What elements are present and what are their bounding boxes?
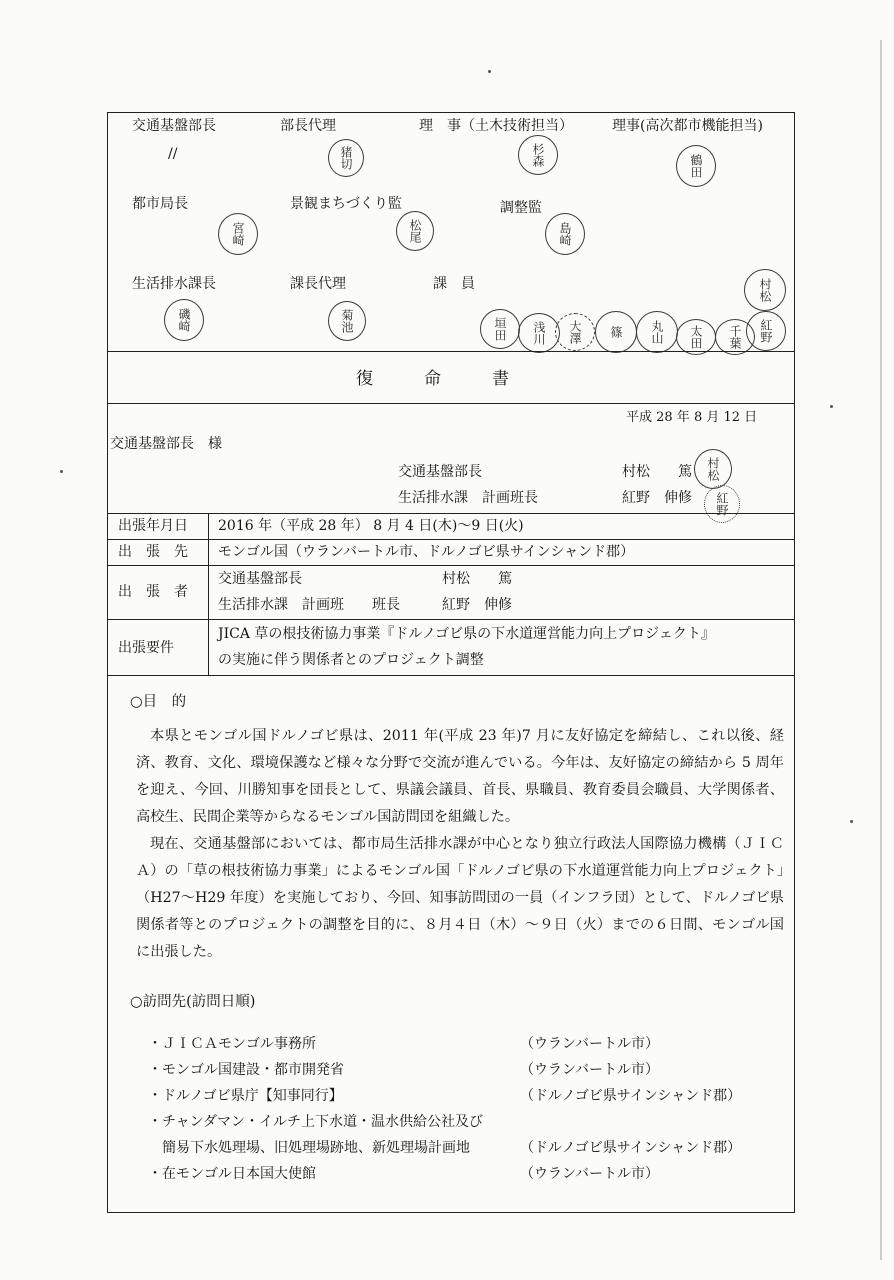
seal-13: 丸山 [636,311,678,353]
seal-16: 村松 [744,269,786,311]
seal-17: 紅野 [746,311,786,351]
seal-8: 菊池 [328,301,366,341]
seal-11: 大澤 [555,313,595,351]
purpose-paragraph-1: 本県とモンゴル国ドルノゴビ県は、2011 年(平成 23 年)7 月に友好協定を締結し、これ以後、経済、教育、文化、環境保護など様々な分野で交流が進んでいる。今年は、友好協定の締結から 5 周年を迎え、今回、川勝知事を団長として、県議会議員、首長、県職員、教育委員会職員、大学関係者、高校生、民間企業等からなるモンゴル国訪問団を組織した。 [136,728,784,825]
seal-9: 垣田 [480,309,520,349]
visits-heading: ○訪問先(訪問日順) [130,994,256,1010]
addressee: 交通基盤部長 様 [110,436,222,452]
divider [108,675,794,676]
seal-14: 太田 [676,319,716,355]
divider [108,351,794,352]
seal-7: 磯崎 [164,299,204,341]
divider [108,403,794,404]
seal-4: 宮崎 [218,213,258,255]
approval-title-director-urban: 理事(高次都市機能担当) [612,118,763,134]
visit-5-name: 簡易下水処理場、旧処理場跡地、新処理場計画地 [148,1140,470,1156]
period-value: 2016 年（平成 28 年） 8 月 4 日(木)～9 日(火) [218,518,524,534]
visit-1-place: （ウランバートル市） [520,1036,660,1052]
approval-title-landscape: 景観まちづくり監 [290,196,402,212]
seal-reporter-2: 紅野 [704,485,740,523]
purpose-line-1: JICA 草の根技術協力事業『ドルノゴビ県の下水道運営能力向上プロジェクト』 [218,626,715,642]
scan-margin-line [880,40,882,1260]
seal-5: 松尾 [396,211,434,251]
report-document [107,112,795,1213]
report-date: 平成 28 年 8 月 12 日 [626,410,758,425]
reporter-2-name: 紅野 伸修 [622,490,692,506]
seal-15: 千葉 [715,319,755,355]
purpose-paragraph-2: 現在、交通基盤部においては、都市局生活排水課が中心となり独立行政法人国際協力機構（ＪＩＣＡ）の「草の根技術協力事業」によるモンゴル国「ドルノゴビ県の下水道運営能力向上プロジェクト」（H27～H29 年度）を実施しており、今回、知事訪問団の一員（インフラ団）として、ドルノゴビ県関係者等とのプロジェクトの調整を目的に、８月４日（木）～９日（火）までの６日間、モンゴル国に出張した。 [136,836,784,960]
traveler-1-name: 村松 篤 [442,571,512,587]
doc-title: 復 命 書 [356,369,509,389]
traveler-2-name: 紅野 伸修 [442,597,512,613]
divider [108,619,794,620]
traveler-label: 出 張 者 [118,584,188,600]
approval-title-bureau-director: 交通基盤部長 [132,118,216,134]
divider [108,539,794,540]
visit-4-name: ・チャンダマン・イルチ上下水道・温水供給公社及び [148,1114,484,1130]
purpose-heading: ○目 的 [130,694,187,710]
seal-3: 鶴田 [676,145,716,187]
visit-3-place: （ドルノゴビ県サインシャンド郡） [520,1088,742,1104]
purpose-label: 出張要件 [118,640,174,656]
approval-title-director-civil: 理 事（土木技術担当） [419,118,573,134]
table-column-separator [208,513,209,675]
seal-reporter-1: 村松 [694,449,732,489]
purpose-body [136,723,784,966]
traveler-1-dept: 交通基盤部長 [218,571,302,587]
visit-2-place: （ウランバートル市） [520,1062,660,1078]
visit-2-name: ・モンゴル国建設・都市開発省 [148,1062,344,1078]
destination-value: モンゴル国（ウランバートル市、ドルノゴビ県サインシャンド郡） [218,544,635,560]
scan-speck [488,70,491,73]
destination-label: 出 張 先 [118,544,188,560]
traveler-2-dept: 生活排水課 計画班 班長 [218,597,400,613]
visit-5-place: （ドルノゴビ県サインシャンド郡） [520,1140,742,1156]
approval-title-deputy-director: 部長代理 [280,118,336,134]
visit-6-place: （ウランバートル市） [520,1166,660,1182]
ditto-mark: // [168,146,178,162]
seal-6: 島崎 [545,213,585,255]
period-label: 出張年月日 [118,518,188,534]
seal-1: 猪切 [328,139,364,177]
approval-title-staff: 課 員 [433,276,475,292]
scan-speck [830,405,833,408]
visit-3-name: ・ドルノゴビ県庁【知事同行】 [148,1088,343,1104]
approval-title-drainage-head: 生活排水課長 [132,276,216,292]
visit-1-name: ・ＪＩＣＡモンゴル事務所 [148,1036,316,1052]
visit-6-name: ・在モンゴル日本国大使館 [148,1166,316,1182]
reporter-2-dept: 生活排水課 計画班長 [398,490,538,506]
approval-title-city-director: 都市局長 [132,196,188,212]
divider [108,513,794,514]
approval-title-coordinator: 調整監 [500,200,542,216]
approval-title-deputy-head: 課長代理 [290,276,346,292]
scan-speck [60,470,63,473]
seal-12: 篠 [595,311,637,353]
seal-10: 浅川 [518,313,560,353]
reporter-1-name: 村松 篤 [622,464,692,480]
purpose-line-2: の実施に伴う関係者とのプロジェクト調整 [218,652,484,668]
seal-2: 杉森 [518,135,558,175]
divider [108,565,794,566]
reporter-1-dept: 交通基盤部長 [398,464,482,480]
scan-speck [850,820,853,823]
